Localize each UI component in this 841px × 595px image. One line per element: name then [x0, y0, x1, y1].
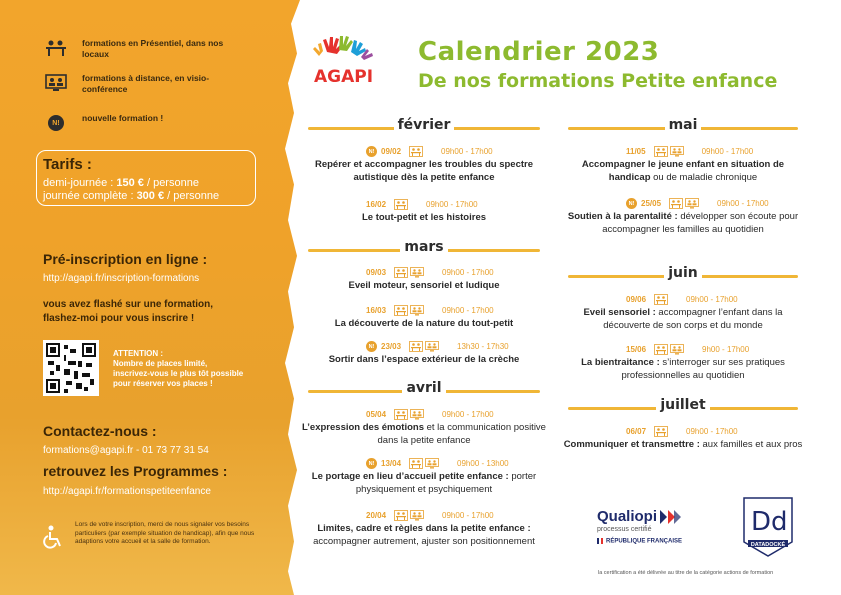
- event-date: 25/05: [641, 199, 662, 208]
- event-time: 9h00 - 17h00: [702, 345, 750, 354]
- event-title-rest: et la communication positive dans la petite enfance: [377, 422, 546, 446]
- video-conference-icon: [44, 73, 68, 93]
- event-title-bold: Repérer et accompagner les troubles du spectre autistique dès la petite enfance: [314, 159, 534, 183]
- event-time: 13h30 - 17h30: [457, 342, 509, 351]
- video-conference-icon: [670, 146, 684, 157]
- classroom-icon: [654, 344, 668, 355]
- event-format-icons: [394, 199, 408, 210]
- event-title[interactable]: [300, 353, 548, 366]
- event-date: 16/03: [366, 306, 387, 315]
- event-title[interactable]: [300, 158, 548, 184]
- legend-presentiel: [44, 38, 232, 60]
- new-badge-icon: N!: [366, 146, 377, 157]
- event-time: 09h00 - 17h00: [717, 199, 769, 208]
- month-header: [568, 265, 798, 284]
- video-conference-icon: [685, 198, 699, 209]
- event-meta: [366, 267, 494, 278]
- video-conference-icon: [425, 458, 439, 469]
- event-title-bold: L’expression des émotions: [302, 422, 424, 433]
- month-header: [568, 397, 798, 416]
- preinscription-title: Pré-inscription en ligne :: [43, 251, 208, 267]
- event-format-icons: [409, 341, 439, 352]
- flash-text: vous avez flashé sur une formation, flashez-moi pour vous inscrire !: [43, 299, 214, 324]
- event-date: 06/07: [626, 427, 647, 436]
- month-label: avril: [402, 380, 445, 396]
- page-title: Calendrier 2023: [418, 37, 660, 67]
- preinscription-link[interactable]: http://agapi.fr/inscription-formations: [43, 273, 200, 284]
- month-header: [308, 380, 540, 399]
- event-date: 16/02: [366, 200, 387, 209]
- event-meta: [626, 426, 738, 437]
- classroom-icon: [394, 199, 408, 210]
- new-badge-icon: N!: [366, 458, 377, 469]
- event-title-bold: Accompagner le jeune enfant en situation de handicap: [581, 159, 785, 183]
- programs-link[interactable]: http://agapi.fr/formationspetiteenfance: [43, 486, 211, 497]
- classroom-icon: [409, 458, 423, 469]
- datadock-d-letters: Dd: [751, 507, 788, 537]
- event-title[interactable]: [560, 210, 806, 236]
- hands-graphic: [313, 36, 373, 60]
- event-time: 09h00 - 17h00: [442, 410, 494, 419]
- event-title-rest: accompagner l’enfant dans la découverte de son corps et du monde: [603, 307, 783, 331]
- event-format-icons: [654, 426, 668, 437]
- qualiopi-logo: [597, 508, 682, 545]
- month-label: juin: [664, 265, 702, 281]
- month-header: [308, 239, 540, 258]
- event-date: 05/04: [366, 410, 387, 419]
- event-time: 09h00 - 17h00: [701, 147, 754, 156]
- event-time: 09h00 - 17h00: [441, 147, 493, 156]
- event-title[interactable]: [300, 279, 548, 292]
- contact-email-phone[interactable]: formations@agapi.fr - 01 73 77 31 54: [43, 445, 209, 456]
- event-title-bold: La découverte de la nature du tout-petit: [334, 318, 514, 329]
- event-title-rest: aux familles et aux pros: [699, 439, 803, 450]
- event-title-rest: développer son écoute pour accompagner les familles au quotidien: [602, 211, 799, 235]
- event-format-icons: [394, 305, 424, 316]
- event-meta: [626, 344, 749, 355]
- event-date: 09/06: [626, 295, 647, 304]
- event-title[interactable]: [560, 438, 806, 451]
- event-date: 13/04: [381, 459, 402, 468]
- event-title[interactable]: [300, 211, 548, 224]
- month-label: mars: [400, 239, 447, 255]
- event-title-bold: Eveil moteur, sensoriel et ludique: [348, 280, 500, 291]
- video-conference-icon: [670, 344, 684, 355]
- event-date: 09/03: [366, 268, 387, 277]
- event-format-icons: [654, 344, 684, 355]
- new-badge-icon: N!: [626, 198, 637, 209]
- event-title[interactable]: [300, 522, 548, 548]
- page-subtitle: De nos formations Petite enfance: [418, 70, 778, 92]
- event-title-rest: accompagner autrement, ajuster son positionnement: [313, 536, 535, 547]
- classroom-icon: [44, 38, 68, 58]
- event-meta: [366, 146, 493, 157]
- classroom-icon: [654, 146, 668, 157]
- legend-distance: [44, 73, 232, 95]
- event-format-icons: [409, 146, 423, 157]
- qualiopi-name: Qualiopi: [597, 508, 657, 525]
- tarifs-title: Tarifs :: [43, 156, 92, 173]
- event-format-icons: [654, 294, 668, 305]
- event-title[interactable]: [560, 158, 806, 184]
- event-date: 11/05: [626, 147, 646, 156]
- event-title-bold: Limites, cadre et règles dans la petite enfance :: [317, 523, 531, 534]
- legend-text: formations à distance, en visio-conférence: [82, 73, 210, 94]
- event-title[interactable]: [560, 356, 806, 382]
- qualiopi-sub: processus certifié: [597, 526, 652, 533]
- event-format-icons: [394, 510, 424, 521]
- programs-title: retrouvez les Programmes :: [43, 463, 228, 479]
- event-date: 09/02: [381, 147, 402, 156]
- event-title-rest: porter physiquement et psychiquement: [355, 471, 537, 495]
- event-meta: [366, 409, 494, 420]
- certification-note: la certification a été délivrée au titre de la catégorie actions de formation: [598, 570, 774, 576]
- classroom-icon: [654, 426, 668, 437]
- event-title-rest: ou de maladie chronique: [650, 172, 758, 183]
- legend-new: [44, 113, 232, 133]
- event-title-bold: Le portage en lieu d’accueil petite enfance :: [311, 471, 509, 482]
- event-time: 09h00 - 17h00: [442, 511, 494, 520]
- event-format-icons: [394, 409, 424, 420]
- classroom-icon: [394, 510, 408, 521]
- contact-title: Contactez-nous :: [43, 423, 157, 439]
- event-time: 09h00 - 17h00: [686, 295, 738, 304]
- event-title[interactable]: [300, 470, 548, 496]
- month-header: [308, 117, 540, 136]
- event-meta: [366, 305, 494, 316]
- legend-text: nouvelle formation !: [82, 113, 164, 123]
- attention-note: ATTENTION : Nombre de places limité, inscrivez-vous le plus tôt possible pour réserver vos places !: [113, 349, 244, 388]
- event-meta: [626, 294, 738, 305]
- event-format-icons: [394, 267, 424, 278]
- event-title-bold: Communiquer et transmettre :: [563, 439, 700, 450]
- tarif-half-day: demi-journée : 150 € / personne: [43, 177, 199, 189]
- event-time: 09h00 - 17h00: [426, 200, 478, 209]
- tarif-full-day: journée complète : 300 € / personne: [43, 190, 220, 202]
- event-date: 23/03: [381, 342, 402, 351]
- event-title[interactable]: [300, 317, 548, 330]
- event-title-bold: Soutien à la parentalité :: [567, 211, 678, 222]
- event-title-rest: s’interroger sur ses pratiques professionnelles au quotidien: [621, 357, 785, 381]
- legend-text: formations en Présentiel, dans nos locaux: [82, 38, 224, 59]
- video-conference-icon: [410, 305, 424, 316]
- event-meta: [366, 458, 509, 469]
- classroom-icon: [394, 409, 408, 420]
- video-conference-icon: [410, 409, 424, 420]
- event-meta: [366, 199, 478, 210]
- classroom-icon: [654, 294, 668, 305]
- event-date: 20/04: [366, 511, 387, 520]
- event-title[interactable]: [300, 421, 548, 447]
- event-title-bold: Le tout-petit et les histoires: [361, 212, 487, 223]
- qr-code-graphic: [46, 343, 96, 393]
- month-label: février: [394, 117, 455, 133]
- handicap-note: Lors de votre inscription, merci de nous signaler vos besoins particuliers (par exemple situation de handicap), afin que nous adaptions votre accueil et la salle de formation.: [75, 521, 255, 545]
- video-conference-icon: [425, 341, 439, 352]
- new-badge-icon: N!: [48, 115, 64, 131]
- event-title-bold: Sortir dans l’espace extérieur de la crèche: [328, 354, 520, 365]
- event-meta: [626, 146, 753, 157]
- event-date: 15/06: [626, 345, 647, 354]
- event-time: 09h00 - 17h00: [442, 306, 494, 315]
- datadock-label: DATADOCKÉ: [750, 542, 786, 548]
- datadock-logo: [742, 496, 794, 558]
- video-conference-icon: [410, 510, 424, 521]
- logo-text: AGAPI: [314, 67, 374, 87]
- event-title[interactable]: [560, 306, 806, 332]
- new-badge-icon: N!: [366, 341, 377, 352]
- month-label: mai: [665, 117, 702, 133]
- month-label: juillet: [656, 397, 709, 413]
- event-meta: [366, 510, 494, 521]
- event-meta: [366, 341, 509, 352]
- qualiopi-arrows-icon: [660, 510, 682, 524]
- video-conference-icon: [410, 267, 424, 278]
- classroom-icon: [409, 146, 423, 157]
- event-title-bold: Eveil sensoriel :: [583, 307, 656, 318]
- event-time: 09h00 - 17h00: [442, 268, 494, 277]
- month-header: [568, 117, 798, 136]
- wheelchair-icon: [42, 525, 64, 549]
- event-time: 09h00 - 17h00: [686, 427, 738, 436]
- event-format-icons: [654, 146, 684, 157]
- event-format-icons: [409, 458, 439, 469]
- event-title-bold: La bientraitance :: [581, 357, 660, 368]
- qualiopi-republic: RÉPUBLIQUE FRANÇAISE: [597, 538, 682, 545]
- qr-code[interactable]: [43, 340, 99, 396]
- classroom-icon: [669, 198, 683, 209]
- classroom-icon: [394, 267, 408, 278]
- classroom-icon: [409, 341, 423, 352]
- event-format-icons: [669, 198, 699, 209]
- agapi-logo: [305, 30, 385, 88]
- classroom-icon: [394, 305, 408, 316]
- marianne-flag-icon: [597, 538, 603, 544]
- event-meta: [626, 198, 769, 209]
- event-time: 09h00 - 13h00: [457, 459, 509, 468]
